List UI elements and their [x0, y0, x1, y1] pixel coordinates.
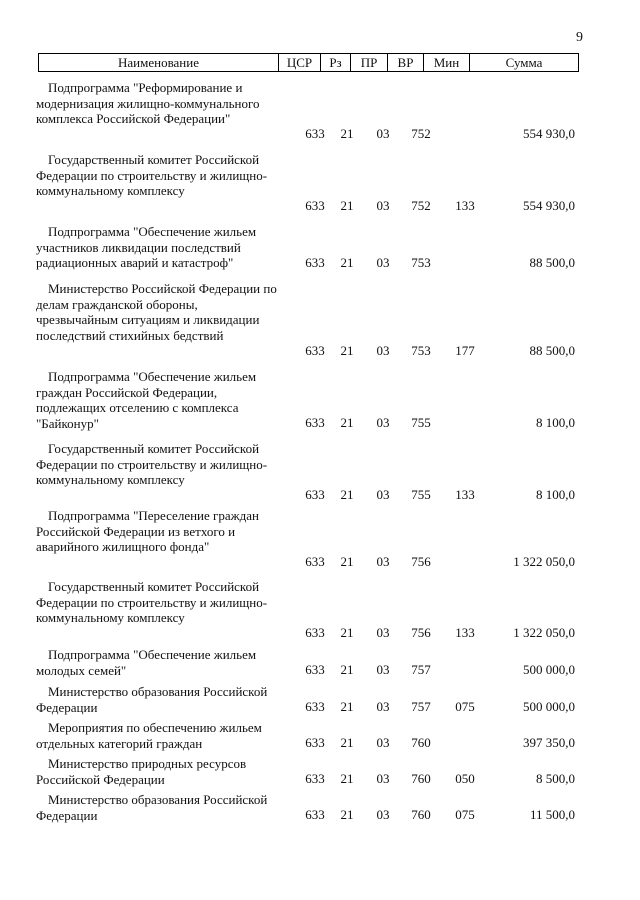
row-name: [36, 684, 278, 715]
table-header: [38, 53, 579, 72]
row-vr: 755: [411, 487, 431, 503]
table-row: [36, 756, 578, 787]
row-vr: 760: [411, 807, 431, 823]
table-row: [36, 224, 578, 271]
row-min: 050: [455, 771, 475, 787]
row-name-text: Мероприятия по обеспечению жильем отдельных категорий граждан: [36, 720, 262, 751]
row-name: [36, 224, 278, 271]
row-vr: 753: [411, 255, 431, 271]
row-vr: 752: [411, 126, 431, 142]
row-pr: 03: [376, 255, 390, 271]
header-sum: Сумма: [505, 55, 543, 70]
row-csr: 633: [305, 625, 325, 641]
table-row: [36, 152, 578, 214]
row-rz: 21: [340, 735, 354, 751]
row-csr: 633: [305, 415, 325, 431]
row-name-text: Подпрограмма "Реформирование и модернизация жилищно-коммунального комплекса Российской Федерации": [36, 80, 260, 127]
row-name-text: Министерство природных ресурсов Российской Федерации: [36, 756, 247, 787]
row-rz: 21: [340, 415, 354, 431]
row-name: [36, 80, 278, 127]
row-csr: 633: [305, 554, 325, 570]
row-rz: 21: [340, 662, 354, 678]
header-rz: Рз: [321, 54, 351, 71]
row-rz: 21: [340, 255, 354, 271]
row-sum: 8 100,0: [536, 415, 575, 431]
row-min: 133: [455, 198, 475, 214]
row-name-text: Подпрограмма "Обеспечение жильем граждан Российской Федерации, подлежащих отселению с комплекса "Байконур": [36, 369, 257, 431]
row-rz: 21: [340, 487, 354, 503]
row-rz: 21: [340, 807, 354, 823]
row-pr: 03: [376, 662, 390, 678]
row-name: [36, 720, 278, 751]
header-csr: ЦСР: [279, 54, 321, 71]
row-csr: 633: [305, 699, 325, 715]
row-sum: 397 350,0: [523, 735, 575, 751]
header-min: Мин: [424, 54, 470, 71]
table-row: [36, 720, 578, 751]
table-row: [36, 647, 578, 678]
row-rz: 21: [340, 771, 354, 787]
row-csr: 633: [305, 126, 325, 142]
table-row: [36, 792, 578, 823]
row-sum: 554 930,0: [523, 126, 575, 142]
table-row: [36, 369, 578, 431]
row-vr: 753: [411, 343, 431, 359]
table-row: [36, 281, 578, 359]
row-pr: 03: [376, 487, 390, 503]
row-pr: 03: [376, 198, 390, 214]
row-name: [36, 792, 278, 823]
row-csr: 633: [305, 343, 325, 359]
table-row: [36, 508, 578, 570]
row-name-text: Государственный комитет Российской Федерации по строительству и жилищно-коммунальному комплексу: [36, 152, 268, 199]
header-pr: ПР: [351, 54, 388, 71]
row-pr: 03: [376, 415, 390, 431]
row-pr: 03: [376, 771, 390, 787]
row-min: 133: [455, 487, 475, 503]
row-pr: 03: [376, 554, 390, 570]
row-pr: 03: [376, 625, 390, 641]
row-pr: 03: [376, 126, 390, 142]
row-vr: 756: [411, 625, 431, 641]
row-name-text: Министерство образования Российской Федерации: [36, 792, 268, 823]
row-min: 177: [455, 343, 475, 359]
row-name: [36, 441, 278, 488]
row-sum: 554 930,0: [523, 198, 575, 214]
row-name: [36, 369, 278, 431]
row-sum: 500 000,0: [523, 662, 575, 678]
header-vr: ВР: [388, 54, 424, 71]
row-pr: 03: [376, 807, 390, 823]
row-vr: 760: [411, 771, 431, 787]
row-rz: 21: [340, 126, 354, 142]
row-vr: 755: [411, 415, 431, 431]
row-csr: 633: [305, 735, 325, 751]
row-vr: 752: [411, 198, 431, 214]
row-min: 075: [455, 699, 475, 715]
row-sum: 1 322 050,0: [513, 554, 575, 570]
row-vr: 756: [411, 554, 431, 570]
row-sum: 1 322 050,0: [513, 625, 575, 641]
row-sum: 88 500,0: [529, 343, 575, 359]
row-rz: 21: [340, 625, 354, 641]
row-name: [36, 508, 278, 555]
row-name: [36, 756, 278, 787]
row-pr: 03: [376, 735, 390, 751]
row-name: [36, 579, 278, 626]
row-sum: 11 500,0: [529, 807, 575, 823]
row-name-text: Подпрограмма "Обеспечение жильем молодых семей": [36, 647, 257, 678]
table-row: [36, 579, 578, 641]
row-sum: 88 500,0: [529, 255, 575, 271]
row-sum: 8 100,0: [536, 487, 575, 503]
header-name: Наименование: [39, 54, 279, 71]
table-row: [36, 684, 578, 715]
row-name: [36, 152, 278, 199]
row-sum: 8 500,0: [536, 771, 575, 787]
table-row: [36, 80, 578, 142]
row-csr: 633: [305, 198, 325, 214]
page-number: 9: [576, 30, 583, 45]
row-pr: 03: [376, 343, 390, 359]
row-name: [36, 647, 278, 678]
row-rz: 21: [340, 554, 354, 570]
row-pr: 03: [376, 699, 390, 715]
row-name: [36, 281, 278, 343]
row-csr: 633: [305, 662, 325, 678]
row-csr: 633: [305, 487, 325, 503]
row-rz: 21: [340, 699, 354, 715]
row-sum: 500 000,0: [523, 699, 575, 715]
row-vr: 757: [411, 699, 431, 715]
row-name-text: Министерство образования Российской Федерации: [36, 684, 268, 715]
row-csr: 633: [305, 255, 325, 271]
row-vr: 760: [411, 735, 431, 751]
row-vr: 757: [411, 662, 431, 678]
row-rz: 21: [340, 198, 354, 214]
row-rz: 21: [340, 343, 354, 359]
row-csr: 633: [305, 807, 325, 823]
row-name-text: Государственный комитет Российской Федерации по строительству и жилищно-коммунальному комплексу: [36, 441, 268, 488]
row-min: 133: [455, 625, 475, 641]
row-name-text: Подпрограмма "Переселение граждан Российской Федерации из ветхого и аварийного жилищного фонда": [36, 508, 259, 555]
row-name-text: Подпрограмма "Обеспечение жильем участников ликвидации последствий радиационных аварий и катастроф": [36, 224, 257, 271]
table-row: [36, 441, 578, 503]
row-name-text: Государственный комитет Российской Федерации по строительству и жилищно-коммунальному комплексу: [36, 579, 268, 626]
row-name-text: Министерство Российской Федерации по делам гражданской обороны, чрезвычайным ситуациям и ликвидации последствий стихийных бедствий: [36, 281, 277, 343]
row-csr: 633: [305, 771, 325, 787]
row-min: 075: [455, 807, 475, 823]
